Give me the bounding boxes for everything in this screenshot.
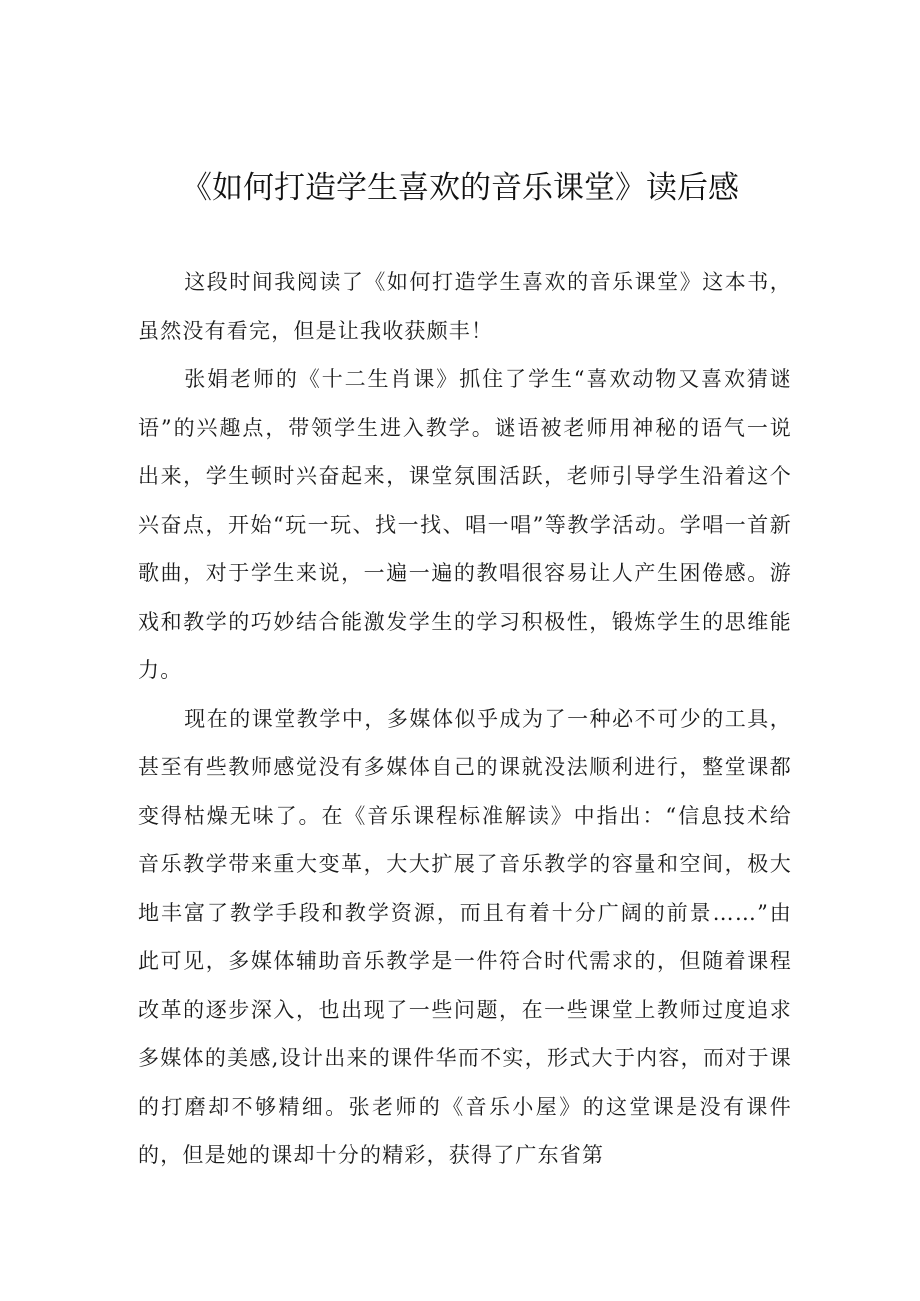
paragraph-2: 张娟老师的《十二生肖课》抓住了学生“喜欢动物又喜欢猜谜语”的兴趣点，带领学生进入教学。谜语被老师用神秘的语气一说出来，学生顿时兴奋起来，课堂氛围活跃，老师引导学生沿着这个兴奋点，开始“玩一玩、找一找、唱一唱”等教学活动。学唱一首新歌曲，对于学生来说，一遍一遍的教唱很容易让人产生困倦感。游戏和教学的巧妙结合能激发学生的学习积极性，锻炼学生的思维能力。 [138, 367, 792, 682]
document-title: 《如何打造学生喜欢的音乐课堂》读后感 [181, 170, 739, 206]
paragraph-1: 这段时间我阅读了《如何打造学生喜欢的音乐课堂》这本书，虽然没有看完，但是让我收获颇丰！ [138, 270, 792, 343]
document-body [138, 258, 792, 1180]
paragraph-3: 现在的课堂教学中，多媒体似乎成为了一种必不可少的工具，甚至有些教师感觉没有多媒体自己的课就没法顺利进行，整堂课都变得枯燥无味了。在《音乐课程标准解读》中指出：“信息技术给音乐教学带来重大变革，大大扩展了音乐教学的容量和空间，极大地丰富了教学手段和教学资源，而且有着十分广阔的前景……”由此可见，多媒体辅助音乐教学是一件符合时代需求的，但随着课程改革的逐步深入，也出现了一些问题，在一些课堂上教师过度追求多媒体的美感,设计出来的课件华而不实，形式大于内容，而对于课的打磨却不够精细。张老师的《音乐小屋》的这堂课是没有课件的，但是她的课却十分的精彩，获得了广东省第 [138, 706, 792, 1167]
